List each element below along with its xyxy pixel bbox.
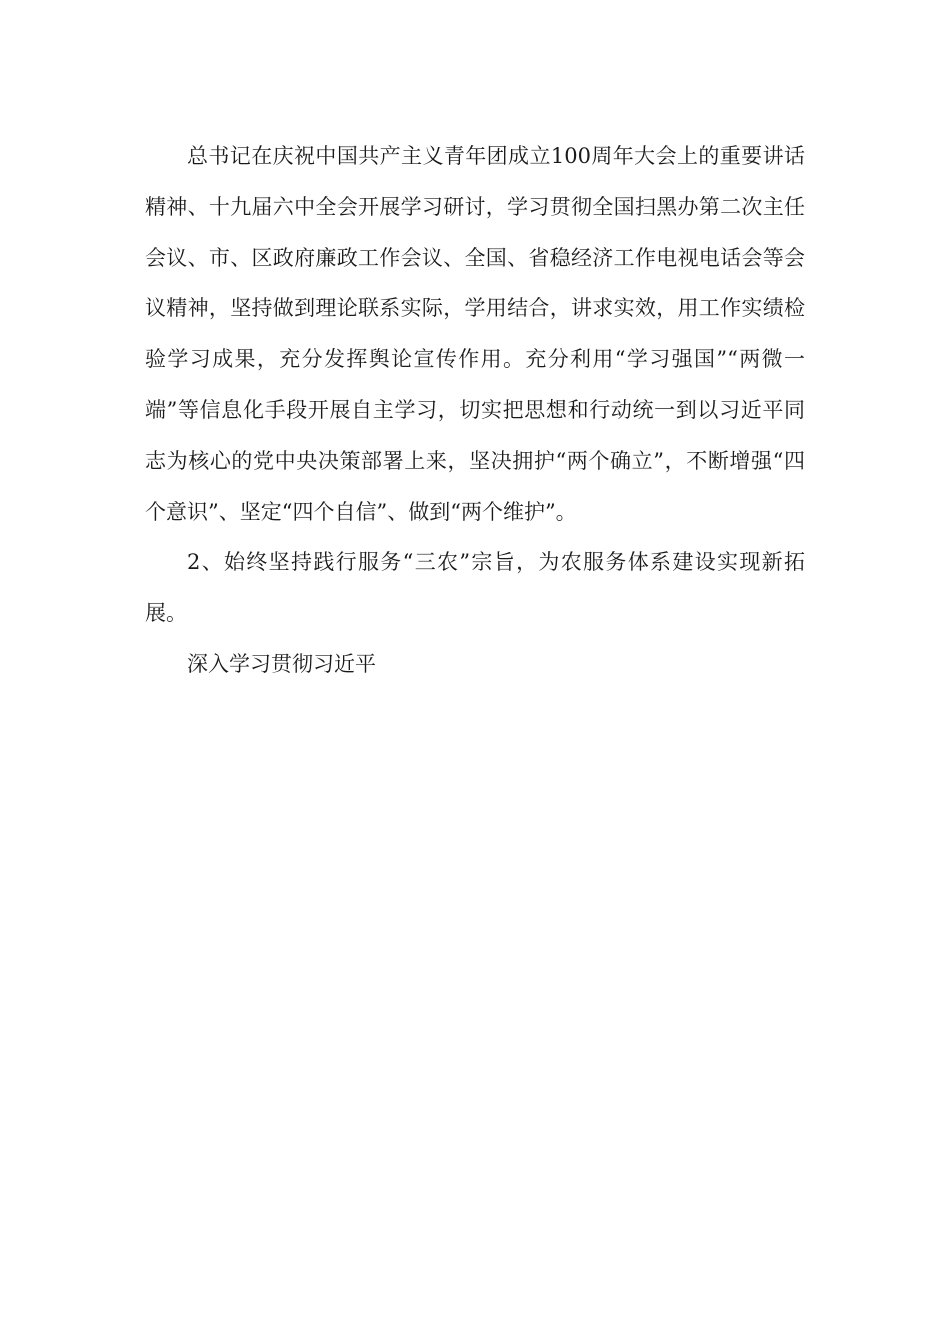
paragraph-section-2-heading: 2、始终坚持践行服务“三农”宗旨，为农服务体系建设实现新拓展。: [145, 550, 805, 626]
document-body: [145, 131, 805, 690]
paragraph-truncated-start: 深入学习贯彻习近平: [187, 651, 376, 676]
paragraph-study-summary: 总书记在庆祝中国共产主义青年团成立100周年大会上的重要讲话精神、十九届六中全会开展学习研讨，学习贯彻全国扫黑办第二次主任会议、市、区政府廉政工作会议、全国、省稳经济工作电视电话会等会议精神，坚持做到理论联系实际，学用结合，讲求实效，用工作实绩检验学习成果，充分发挥舆论宣传作用。充分利用“学习强国”“两微一端”等信息化手段开展自主学习，切实把思想和行动统一到以习近平同志为核心的党中央决策部署上来，坚决拥护“两个确立”，不断增强“四个意识”、坚定“四个自信”、做到“两个维护”。: [145, 144, 805, 524]
